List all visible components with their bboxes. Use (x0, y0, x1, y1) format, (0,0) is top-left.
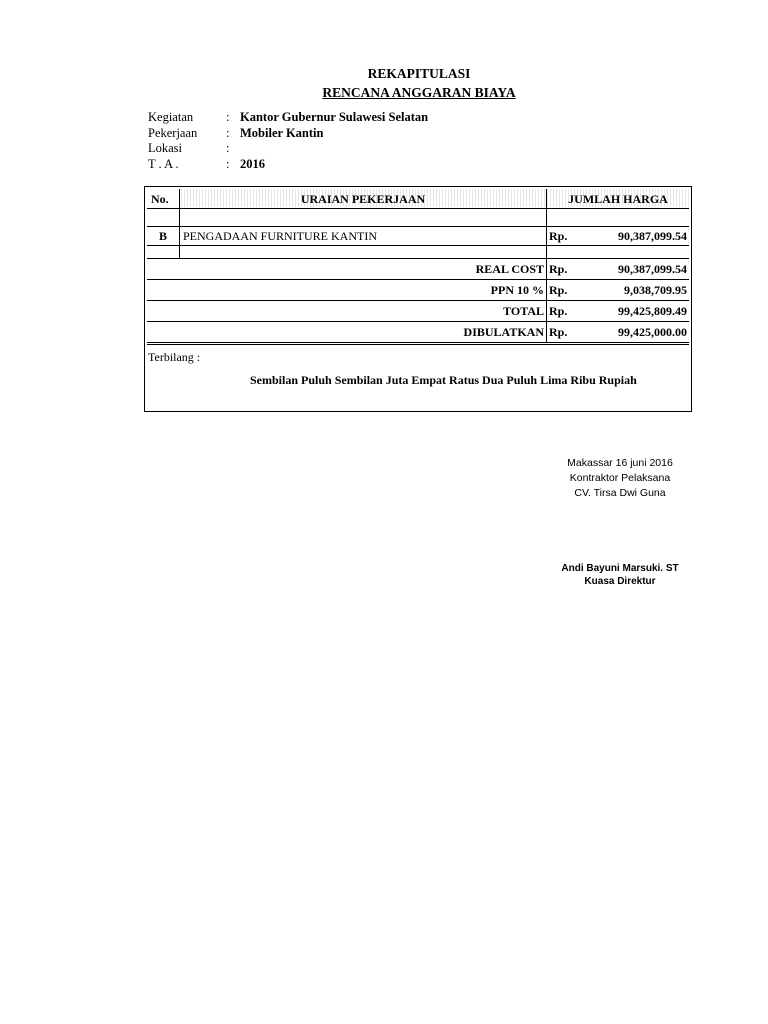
col-divider (546, 189, 547, 343)
info-row-pekerjaan (148, 126, 428, 142)
summary-label-dibulatkan: DIBULATKAN (463, 325, 544, 339)
row-divider (147, 226, 689, 227)
terbilang-label: Terbilang : (148, 350, 201, 364)
summary-currency: Rp. (549, 304, 568, 318)
info-label: Kegiatan (148, 110, 194, 124)
signature-position: Kuasa Direktur (584, 576, 656, 587)
info-value: Mobiler Kantin (240, 125, 324, 140)
info-value: 2016 (240, 156, 265, 171)
info-colon: : (226, 110, 230, 124)
document-subtitle-text: RENCANA ANGGARAN BIAYA (322, 85, 516, 100)
info-value: Kantor Gubernur Sulawesi Selatan (240, 110, 429, 124)
row-divider (147, 321, 689, 322)
row-divider (147, 258, 689, 259)
document-title: REKAPITULASI (367, 66, 471, 81)
signature-name: Andi Bayuni Marsuki. ST (561, 563, 679, 574)
info-row-kegiatan (148, 110, 428, 126)
col-divider (179, 189, 180, 259)
summary-label-total: TOTAL (503, 304, 544, 318)
summary-amount-dibulatkan: 99,425,000.00 (618, 325, 687, 339)
info-colon: : (226, 141, 230, 155)
row-divider (147, 208, 689, 209)
info-label: Lokasi (148, 141, 183, 155)
info-label: T . A . (148, 156, 179, 171)
header-no: No. (151, 192, 169, 206)
signature-place-date: Makassar 16 juni 2016 (567, 457, 673, 469)
signature-role: Kontraktor Pelaksana (569, 472, 671, 484)
info-colon: : (226, 156, 230, 171)
item-currency: Rp. (549, 229, 568, 243)
item-no: B (158, 229, 167, 243)
budget-table-inner (147, 189, 689, 409)
row-divider (147, 344, 689, 345)
header-uraian: URAIAN PEKERJAAN (300, 192, 426, 206)
info-row-lokasi (148, 141, 428, 157)
document-subtitle (0, 85, 768, 101)
item-description: PENGADAAN FURNITURE KANTIN (183, 229, 377, 243)
header-jumlah: JUMLAH HARGA (568, 192, 668, 206)
summary-label-ppn: PPN 10 % (490, 283, 544, 297)
item-amount: 90,387,099.54 (618, 229, 687, 243)
summary-label-real-cost: REAL COST (475, 262, 544, 276)
row-divider (147, 279, 689, 280)
summary-currency: Rp. (549, 283, 568, 297)
row-divider (147, 245, 689, 246)
summary-amount-ppn: 9,038,709.95 (624, 283, 687, 297)
info-colon: : (226, 125, 230, 140)
terbilang-text: Sembilan Puluh Sembilan Juta Empat Ratus Dua Puluh Lima Ribu Rupiah (250, 373, 637, 387)
summary-currency: Rp. (549, 262, 568, 276)
summary-currency: Rp. (549, 325, 568, 339)
info-block (148, 110, 428, 172)
budget-table (144, 186, 692, 412)
info-row-ta (148, 157, 428, 173)
summary-amount-real-cost: 90,387,099.54 (618, 262, 687, 276)
signature-company: CV. Tirsa Dwi Guna (574, 487, 666, 499)
summary-amount-total: 99,425,809.49 (618, 304, 687, 318)
row-divider (147, 300, 689, 301)
row-divider (147, 342, 689, 343)
info-label: Pekerjaan (148, 125, 198, 140)
